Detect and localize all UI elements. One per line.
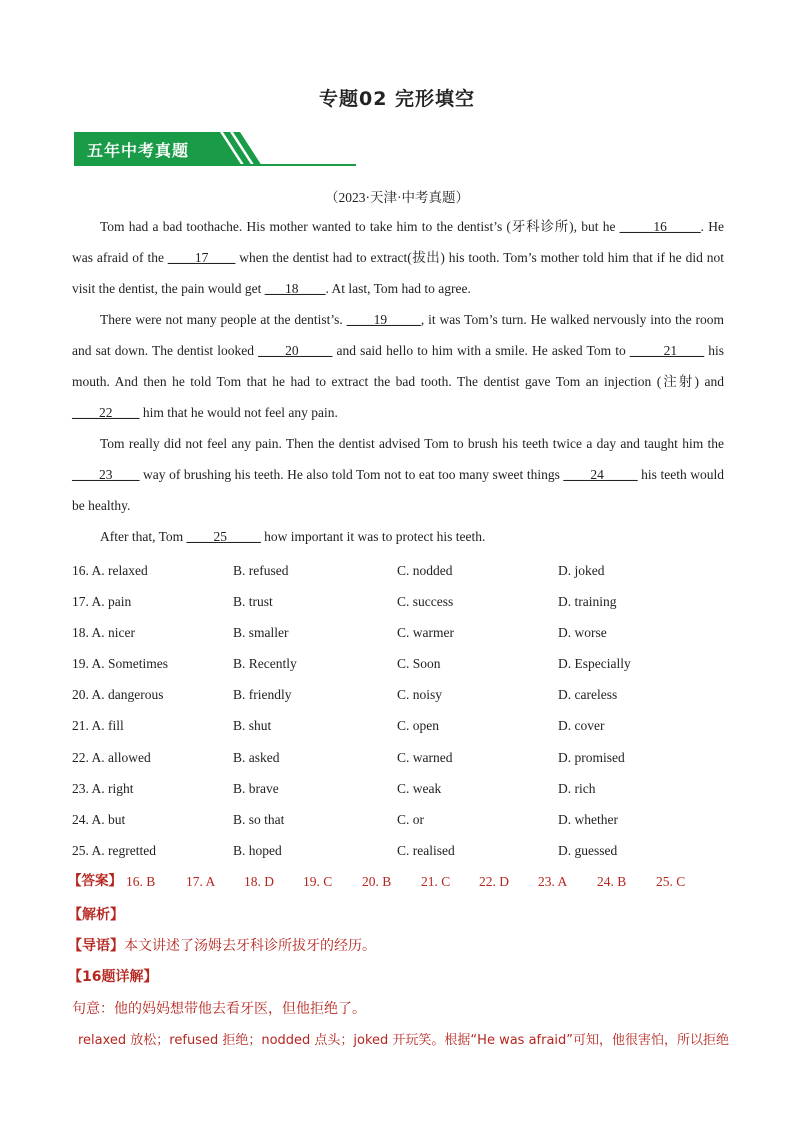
option-d: D. careless (558, 687, 618, 703)
option-d: D. guessed (558, 842, 618, 858)
option-d: D. Especially (558, 656, 631, 672)
option-a: 20. A. dangerous (72, 687, 164, 703)
option-row-23 (72, 773, 752, 804)
guide-text: 本文讲述了汤姆去牙科诊所拔牙的经历。 (124, 938, 376, 954)
blank-16: _____16_____ (619, 219, 701, 234)
section-banner (74, 132, 356, 166)
option-d: D. joked (558, 563, 605, 578)
blank-18: ___18____ (264, 281, 326, 296)
answer-item: 22. D (479, 874, 509, 889)
option-a: 17. A. pain (72, 594, 132, 610)
option-d: D. promised (558, 749, 625, 765)
option-row-19 (72, 648, 752, 679)
option-a: 19. A. Sometimes (72, 656, 169, 672)
guide-line (68, 935, 748, 955)
option-c: C. noisy (397, 687, 443, 703)
detail16-sentence: 句意：他的妈妈想带他去看牙医，但他拒绝了。 (72, 1001, 366, 1017)
blank-20: ____20_____ (258, 343, 333, 358)
option-row-16 (72, 555, 752, 586)
blank-25: ____25_____ (186, 529, 261, 544)
detail16-explain: relaxed 放松；refused 拒绝；nodded 点头；joked 开玩笑。根据“He was afraid”可知，他很害怕，所以拒绝 (78, 1033, 730, 1048)
passage-paragraph-3 (72, 428, 724, 521)
answer-item: 23. A (538, 874, 568, 889)
option-c: C. weak (397, 780, 442, 796)
option-d: D. whether (558, 811, 618, 827)
option-b: B. asked (233, 749, 280, 765)
option-a: 16. A. relaxed (72, 563, 148, 578)
passage-paragraph-1 (72, 211, 724, 304)
answer-item: 16. B (126, 874, 156, 889)
answer-item: 21. C (421, 874, 451, 889)
blank-23: ____23____ (72, 467, 140, 482)
option-row-24 (72, 804, 752, 835)
answer-tag: 【答案】 (68, 873, 122, 889)
option-b: B. smaller (233, 625, 289, 641)
option-row-17 (72, 586, 752, 617)
answer-item: 19. C (303, 874, 333, 889)
options-list (72, 555, 752, 866)
option-a: 21. A. fill (72, 718, 124, 734)
option-c: C. or (397, 811, 424, 827)
option-b: B. Recently (233, 656, 297, 672)
passage-text: when the dentist had to extract(拔出) his tooth. Tom’s mother told him that if he did not visit the dentist, the pain would get (72, 250, 724, 296)
passage-text: him that he would not feel any pain. (139, 405, 338, 420)
passage-text: Tom really did not feel any pain. Then the dentist advised Tom to brush his teeth twice a day and taught him the (100, 436, 724, 451)
page-title: 专题02 完形填空 (318, 88, 476, 110)
option-a: 18. A. nicer (72, 625, 135, 641)
blank-21: _____21____ (629, 343, 705, 358)
option-c: C. warmer (397, 625, 454, 641)
option-c: C. open (397, 718, 439, 734)
answer-item: 18. D (244, 874, 274, 889)
answer-item: 17. A (186, 874, 216, 889)
option-b: B. so that (233, 811, 285, 827)
banner-label: 五年中考真题 (87, 141, 190, 160)
option-c: C. success (397, 594, 454, 610)
blank-17: ____17____ (167, 250, 236, 265)
option-d: D. worse (558, 625, 607, 641)
option-d: D. rich (558, 780, 596, 796)
passage-text: way of brushing his teeth. He also told Tom not to eat too many sweet things (139, 467, 564, 482)
analysis-tag: 【解析】 (68, 907, 124, 923)
passage-paragraph-2 (72, 304, 724, 428)
option-row-25 (72, 835, 752, 866)
option-d: D. cover (558, 718, 605, 734)
passage-text: . He was afraid of the (72, 219, 724, 265)
option-b: B. trust (233, 594, 273, 610)
option-row-18 (72, 617, 752, 648)
option-a: 24. A. but (72, 811, 126, 827)
option-a: 23. A. right (72, 780, 134, 796)
option-a: 22. A. allowed (72, 749, 151, 765)
blank-22: ____22____ (72, 405, 140, 420)
guide-tag: 【导语】 (68, 938, 124, 954)
answer-line (68, 866, 752, 897)
option-b: B. shut (233, 718, 272, 734)
passage-text: Tom had a bad toothache. His mother wanted to take him to the dentist’s (牙科诊所), but he (100, 219, 620, 234)
option-row-22 (72, 742, 752, 773)
option-c: C. warned (397, 749, 453, 765)
passage-text: how important it was to protect his teeth. (260, 529, 486, 544)
blank-24: ____24_____ (563, 467, 638, 482)
passage-text: and said hello to him with a smile. He asked Tom to (332, 343, 630, 358)
option-c: C. Soon (397, 656, 441, 672)
answer-item: 24. B (597, 874, 627, 889)
option-row-21 (72, 710, 752, 741)
passage-text: , it was Tom’s turn. He walked nervously into the room and sat down. The dentist looked (72, 312, 725, 358)
option-b: B. hoped (233, 842, 282, 858)
option-c: C. nodded (397, 563, 453, 578)
passage-paragraph-4 (72, 521, 724, 552)
passage-text: his teeth would be healthy. (72, 467, 724, 513)
passage (72, 211, 724, 552)
option-b: B. brave (233, 780, 279, 796)
blank-19: ____19_____ (346, 312, 421, 327)
option-d: D. training (558, 594, 617, 610)
option-row-20 (72, 679, 752, 710)
detail16-tag: 【16题详解】 (68, 969, 158, 985)
question-source: （2023·天津·中考真题） (325, 190, 469, 205)
passage-text: . At last, Tom had to agree. (325, 281, 471, 296)
passage-text: There were not many people at the dentist’s. (100, 312, 347, 327)
answer-item: 20. B (362, 874, 392, 889)
answer-item: 25. C (656, 874, 686, 889)
option-b: B. friendly (233, 687, 292, 703)
option-a: 25. A. regretted (72, 842, 156, 858)
option-c: C. realised (397, 842, 455, 858)
passage-text: After that, Tom (100, 529, 187, 544)
passage-text: his mouth. And then he told Tom that he had to extract the bad tooth. The dentist gave Tom an injection (注射) and (72, 343, 724, 389)
option-b: B. refused (233, 563, 289, 578)
